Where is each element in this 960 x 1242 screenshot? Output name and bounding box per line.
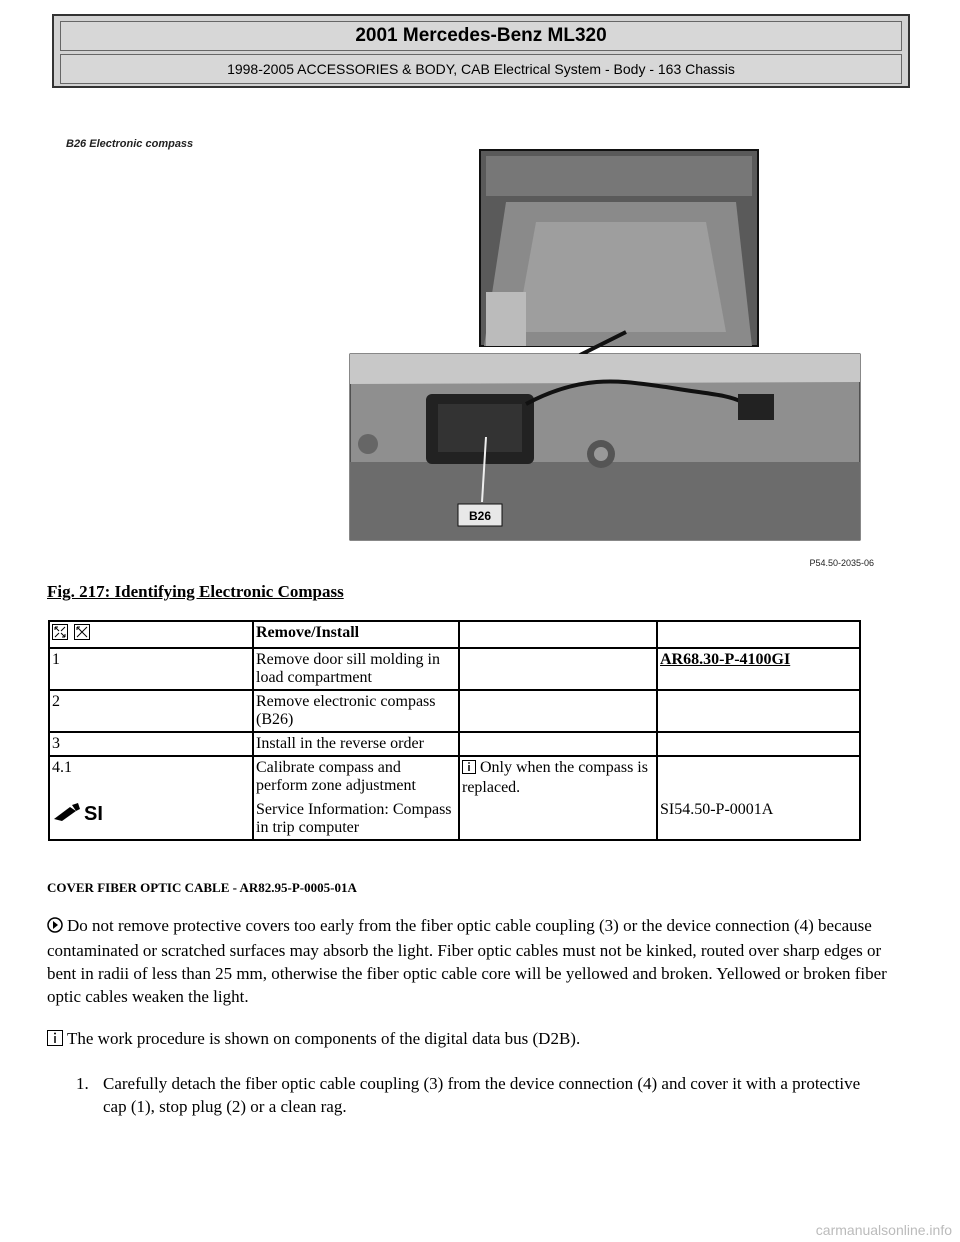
list-item: 1. Carefully detach the fiber optic cable coupling (3) from the device connection (4) and cover it with a protective cap (1), stop plug (2) or a clean rag. [76, 1074, 861, 1116]
figure-top-label: B26 Electronic compass [66, 138, 194, 150]
vehicle-title: 2001 Mercedes-Benz ML320 [60, 21, 902, 51]
section-heading: COVER FIBER OPTIC CABLE - AR82.95-P-0005-01A [47, 880, 357, 895]
info-icon [47, 1029, 63, 1052]
warning-icon [47, 916, 63, 939]
note-paragraph: The work procedure is shown on components of the digital data bus (D2B). [47, 1027, 897, 1052]
callout-label: B26 [468, 509, 492, 523]
figure-caption: Fig. 217: Identifying Electronic Compass [47, 582, 344, 601]
table-header-row [49, 621, 860, 648]
table-row: 4.1 Calibrate compass and perform zone adjustment Only when the compass is replaced. [49, 756, 860, 799]
service-info-icon [52, 803, 112, 827]
section-subtitle: 1998-2005 ACCESSORIES & BODY, CAB Electrical System - Body - 163 Chassis [60, 54, 902, 84]
svg-text:SI: SI [84, 803, 103, 823]
reference-link[interactable]: AR68.30-P-4100GI [660, 651, 791, 668]
table-row: SI Service Information: Compass in trip computer SI54.50-P-0001A [49, 799, 860, 840]
watermark: carmanualsonline.info [815, 1222, 952, 1238]
procedure-table [48, 620, 861, 841]
info-icon [462, 760, 476, 779]
table-row: 1 Remove door sill molding in load compartment AR68.30-P-4100GI [49, 648, 860, 690]
figure-code: P54.50-2035-06 [809, 558, 874, 568]
expand-collapse-icons[interactable] [49, 621, 253, 648]
expand-icon[interactable] [52, 624, 92, 640]
table-header: Remove/Install [253, 621, 459, 648]
compass-photo [66, 132, 876, 572]
warning-paragraph: Do not remove protective covers too early from the fiber optic cable coupling (3) or the device connection (4) because contaminated or scratched surfaces may absorb the light. Fiber optic cables must not be kinked, routed over sharp edges or bent in radii of less than 25 mm, otherwise the fiber optic cable core will be yellowed and broken. Yellowed or broken fiber optic cables weaken the light. [47, 916, 887, 1006]
table-row: 2 Remove electronic compass (B26) [49, 690, 860, 732]
document-header [52, 14, 910, 88]
table-row: 3 Install in the reverse order [49, 732, 860, 756]
figure-image [66, 132, 876, 572]
